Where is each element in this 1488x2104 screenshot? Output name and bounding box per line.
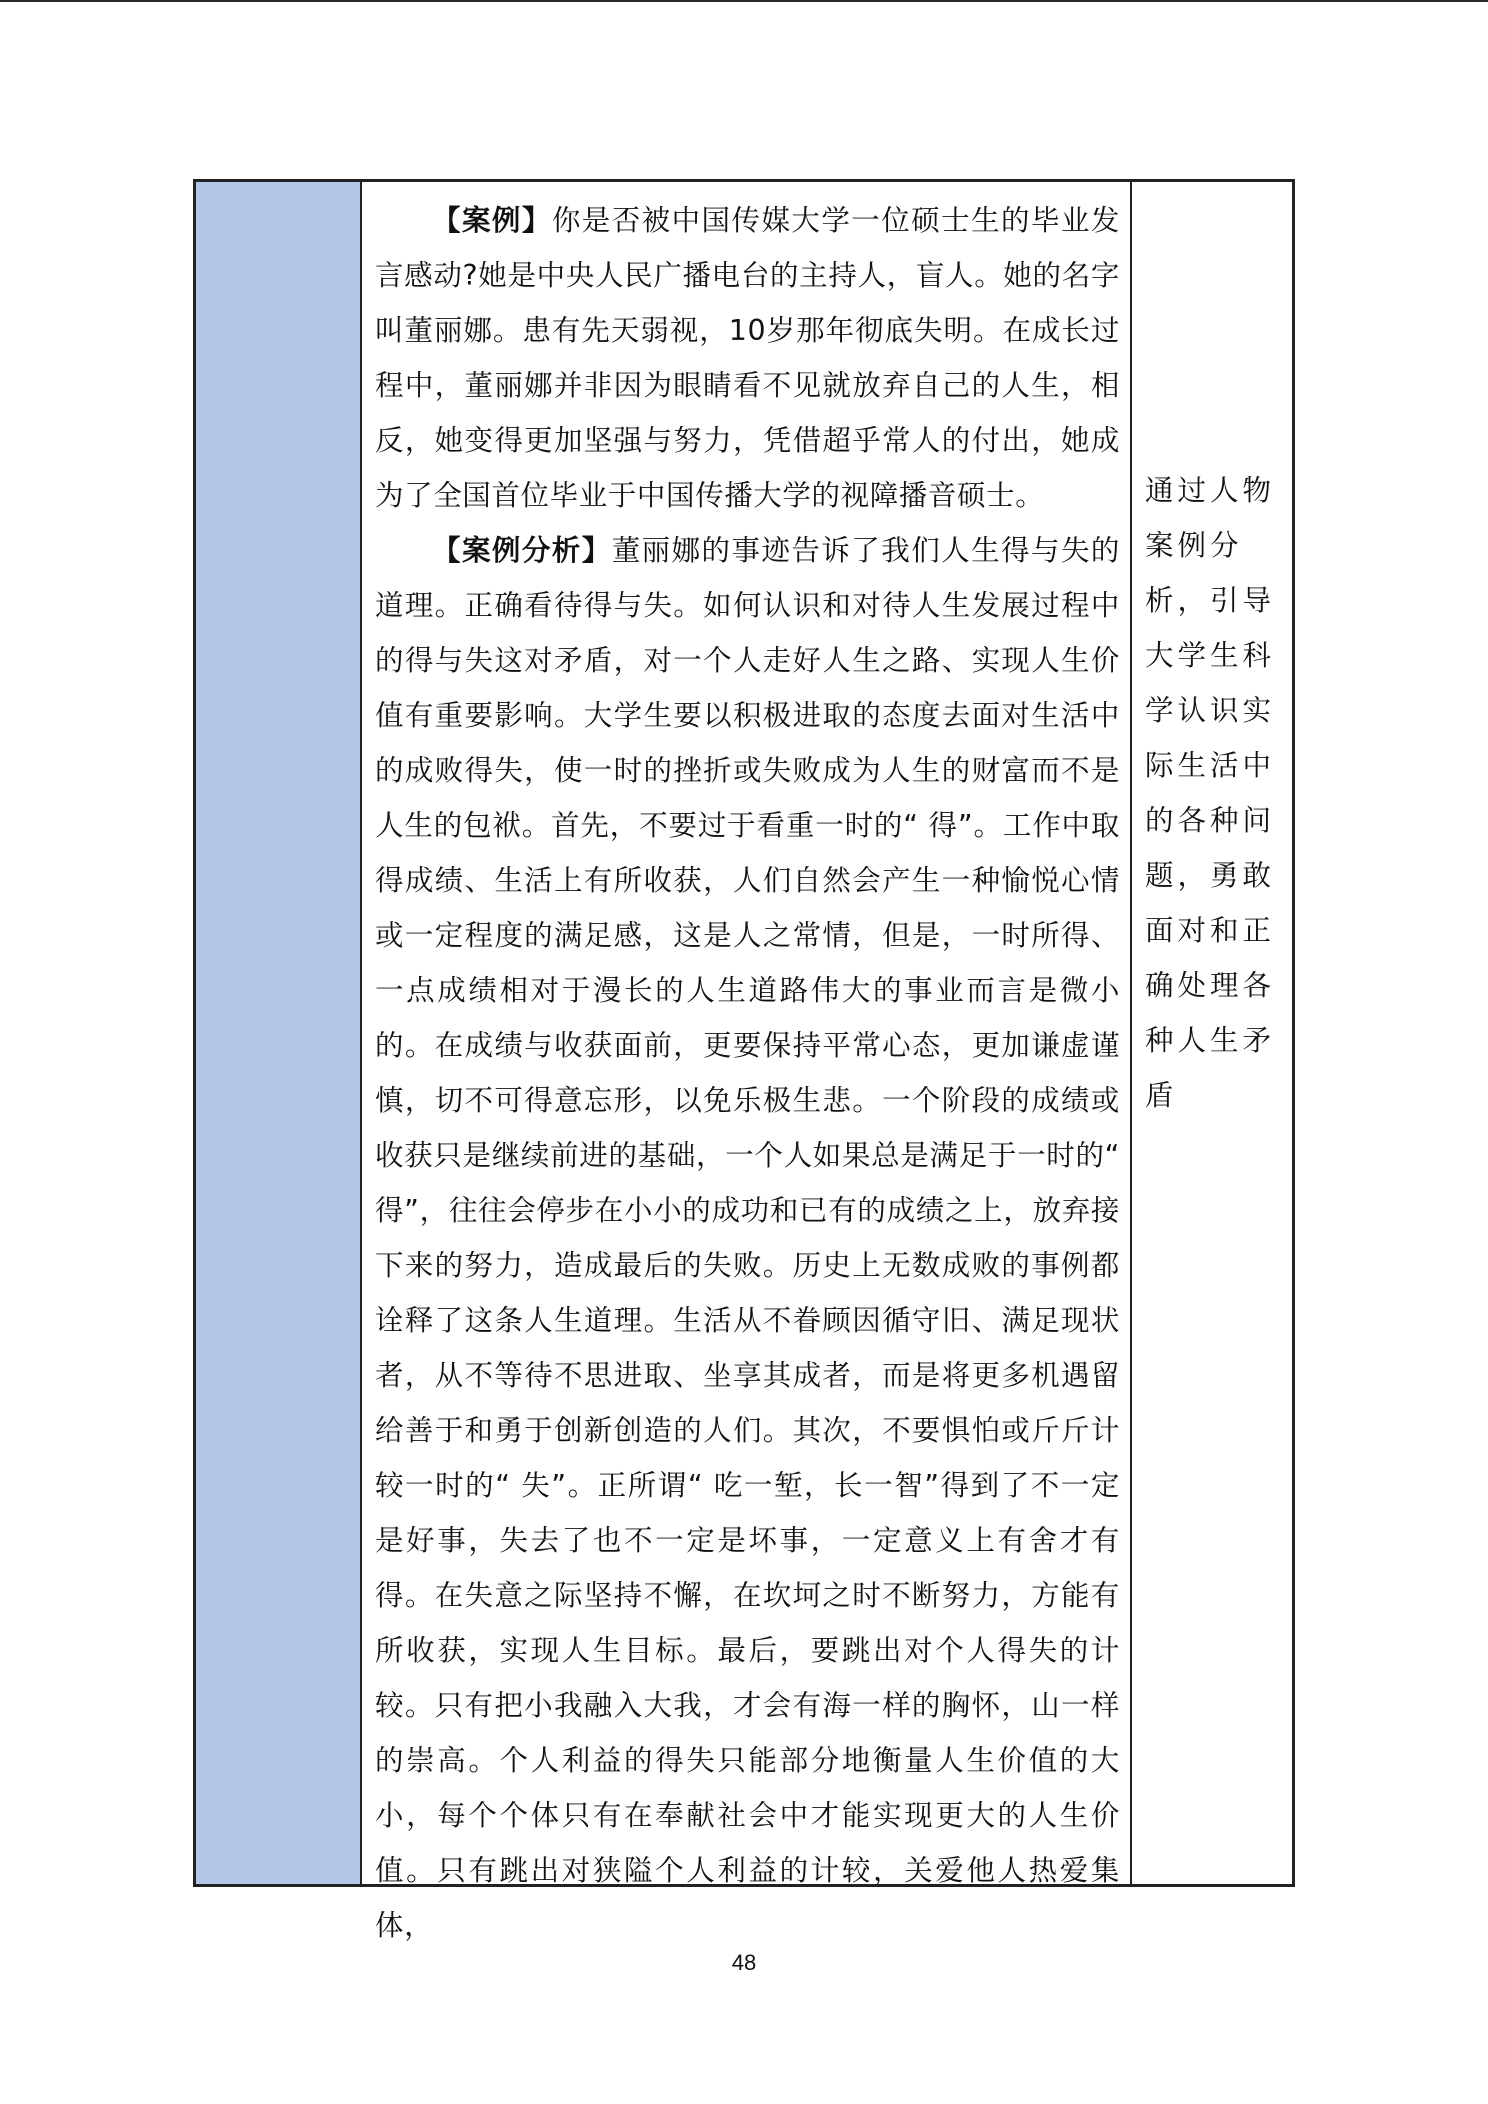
content-column (362, 182, 1132, 1942)
design-intent-note: 通过人物案例分析，引导大学生科学认识实际生活中的各种问题，勇敢面对和正确处理各种人生矛盾 (1145, 474, 1276, 1112)
design-intent-column (1132, 182, 1292, 1884)
page-number: 48 (731, 1950, 757, 1975)
case-label: 【案例】 (432, 204, 552, 237)
analysis-text: 董丽娜的事迹告诉了我们人生得与失的道理。正确看待得与失。如何认识和对待人生发展过程中的得与失这对矛盾，对一个人走好人生之路、实现人生价值有重要影响。大学生要以积极进取的态度去面对生活中的成败得失，使一时的挫折或失败成为人生的财富而不是人生的包袱。首先，不要过于看重一时的“ 得”。工作中取得成绩、生活上有所收获，人们自然会产生一种愉悦心情或一定程度的满足感，这是人之常情，但是，一时所得、一点成绩相对于漫长的人生道路伟大的事业而言是微小的。在成绩与收获面前，更要保持平常心态，更加谦虚谨慎，切不可得意忘形，以免乐极生悲。一个阶段的成绩或收获只是继续前进的基础，一个人如果总是满足于一时的“ 得”，往往会停步在小小的成功和已有的成绩之上，放弃接下来的努力，造成最后的失败。历史上无数成败的事例都诠释了这条人生道理。生活从不眷顾因循守旧、满足现状者，从不等待不思进取、坐享其成者，而是将更多机遇留给善于和勇于创新创造的人们。其次，不要惧怕或斤斤计较一时的“ 失”。正所谓“ 吃一堑，长一智”得到了不一定是好事，失去了也不一定是坏事，一定意义上有舍才有得。在失意之际坚持不懈，在坎坷之时不断努力，方能有所收获，实现人生目标。最后，要跳出对个人得失的计较。只有把小我融入大我，才会有海一样的胸怀，山一样的崇高。个人利益的得失只能部分地衡量人生价值的大小，每个个体只有在奉献社会中才能实现更大的人生价值。只有跳出对狭隘个人利益的计较，关爱他人热爱集体， (375, 534, 1120, 1942)
case-paragraph (375, 193, 1120, 523)
case-text: 你是否被中国传媒大学一位硕士生的毕业发言感动?她是中央人民广播电台的主持人，盲人。她的名字叫董丽娜。患有先天弱视，10岁那年彻底失明。在成长过程中，董丽娜并非因为眼睛看不见就放弃自己的人生，相反，她变得更加坚强与努力，凭借超乎常人的付出，她成为了全国首位毕业于中国传播大学的视障播音硕士。 (375, 204, 1121, 512)
top-border-line (0, 0, 1488, 2)
lesson-table (193, 179, 1295, 1942)
analysis-label: 【案例分析】 (432, 534, 612, 567)
analysis-paragraph (375, 523, 1120, 1953)
section-label-column (196, 182, 362, 1884)
